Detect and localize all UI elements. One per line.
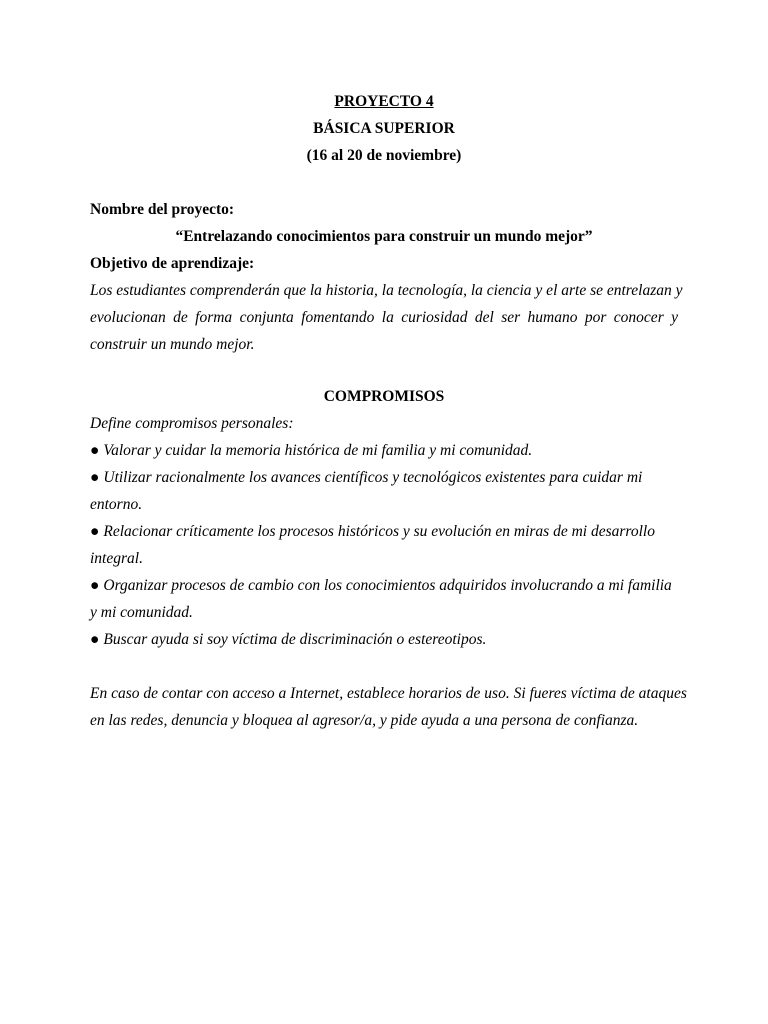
level-heading: BÁSICA SUPERIOR: [313, 120, 455, 137]
bullet-icon: ●: [90, 523, 100, 540]
commitments-heading: COMPROMISOS: [323, 388, 445, 405]
commitment-item: [90, 630, 486, 650]
commitment-item: [90, 468, 642, 488]
commitments-intro: Define compromisos personales:: [90, 415, 294, 432]
commitment-text: Organizar procesos de cambio con los conocimientos adquiridos involucrando a mi familia: [103, 577, 672, 594]
project-name: “Entrelazando conocimientos para construir un mundo mejor”: [175, 228, 593, 245]
commitment-text: Relacionar críticamente los procesos históricos y su evolución en miras de mi desarrollo: [103, 523, 655, 540]
objective-line: evolucionan de forma conjunta fomentando la curiosidad del ser humano por conocer y: [90, 309, 678, 326]
objective-label: Objetivo de aprendizaje:: [90, 255, 255, 272]
closing-line: En caso de contar con acceso a Internet, establece horarios de uso. Si fueres víctima de ataques: [90, 685, 687, 702]
bullet-icon: ●: [90, 469, 100, 486]
project-name-label: Nombre del proyecto:: [90, 201, 235, 218]
commitment-continuation: entorno.: [90, 496, 143, 513]
objective-line: construir un mundo mejor.: [90, 336, 255, 353]
commitment-continuation: integral.: [90, 550, 143, 567]
commitment-continuation: y mi comunidad.: [90, 604, 193, 621]
project-number-heading: PROYECTO 4: [334, 93, 434, 110]
commitment-text: Buscar ayuda si soy víctima de discriminación o estereotipos.: [103, 631, 487, 648]
commitment-text: Valorar y cuidar la memoria histórica de mi familia y mi comunidad.: [103, 442, 533, 459]
commitment-item: [90, 522, 655, 542]
bullet-icon: ●: [90, 442, 100, 459]
closing-line: en las redes, denuncia y bloquea al agresor/a, y pide ayuda a una persona de confianza.: [90, 712, 639, 729]
commitment-text: Utilizar racionalmente los avances científicos y tecnológicos existentes para cuidar mi: [103, 469, 643, 486]
bullet-icon: ●: [90, 577, 100, 594]
commitment-item: [90, 576, 672, 596]
date-range-heading: (16 al 20 de noviembre): [306, 147, 462, 164]
bullet-icon: ●: [90, 631, 100, 648]
objective-line: Los estudiantes comprenderán que la historia, la tecnología, la ciencia y el arte se entrelazan y: [90, 282, 683, 299]
commitment-item: [90, 441, 532, 461]
